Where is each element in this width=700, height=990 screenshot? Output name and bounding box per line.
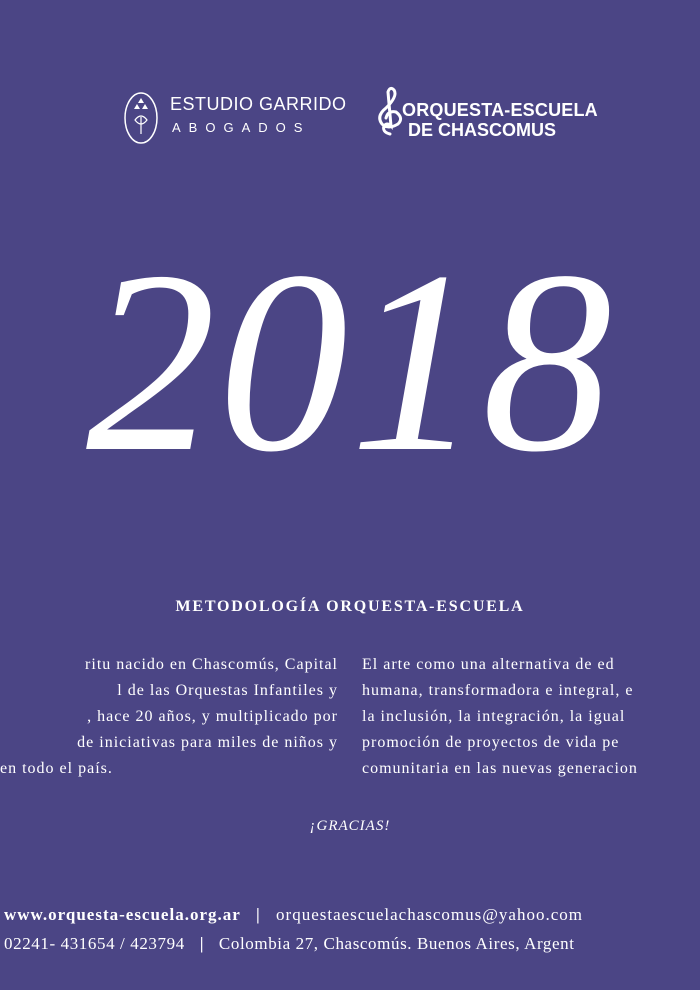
right-text-line: El arte como una alternativa de ed [362,656,615,673]
estudio-garrido-logo [122,90,347,150]
footer-separator: | [256,905,261,924]
estudio-garrido-name: ESTUDIO GARRIDO [170,94,347,114]
left-text-column [0,652,338,782]
right-text-line: promoción de proyectos de vida pe [362,734,620,751]
year-title: 2018 [86,218,614,506]
left-text-line: l de las Orquestas Infantiles y [117,682,338,699]
right-text-column [362,652,700,782]
right-text-line: humana, transformadora e integral, e [362,682,634,699]
orquesta-escuela-logo [372,84,598,144]
left-text-line: ritu nacido en Chascomús, Capital [85,656,338,673]
footer-address-line [4,934,700,954]
section-title: METODOLOGÍA ORQUESTA-ESCUELA [175,598,525,615]
orquesta-escuela-name: ORQUESTA-ESCUELA [402,100,598,120]
right-text-line: comunitaria en las nuevas generacion [362,760,638,777]
phone-number: 02241- 431654 / 423794 [4,934,185,953]
address-text: Colombia 27, Chascomús. Buenos Aires, Argent [218,934,575,953]
left-text-line: , hace 20 años, y multiplicado por [87,708,338,725]
abogados-label: ABOGADOS [172,120,311,135]
footer-separator: | [199,934,205,953]
right-text-line: la inclusión, la integración, la igual [362,708,626,725]
thanks-message: ¡GRACIAS! [309,818,391,834]
website-link[interactable]: www.orquesta-escuela.org.ar [4,905,241,924]
footer-contact-line [4,905,700,925]
seal-logo-icon [122,90,160,146]
email-link[interactable]: orquestaescuelachascomus@yahoo.com [276,905,583,924]
left-text-line: de iniciativas para miles de niños y [77,734,338,751]
left-text-line: en todo el país. [0,760,113,777]
chascomus-label: DE CHASCOMUS [408,120,557,140]
